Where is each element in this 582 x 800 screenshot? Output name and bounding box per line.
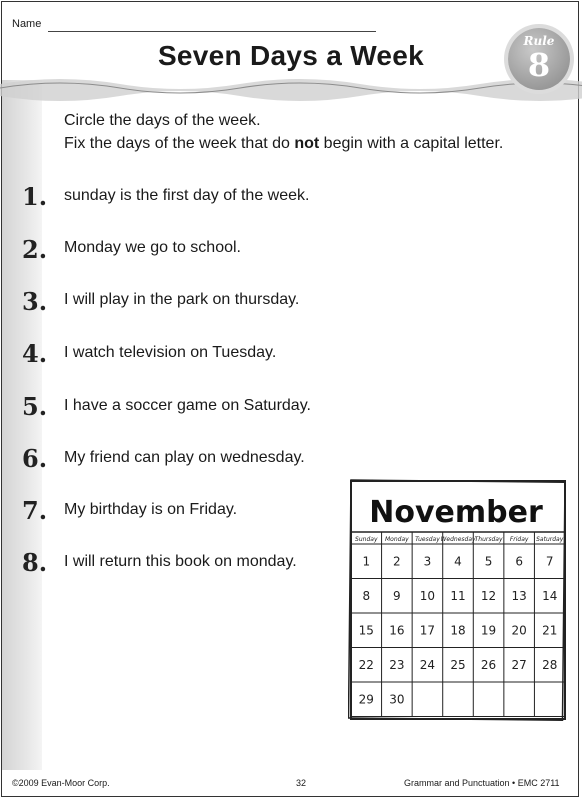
calendar-date: 17: [419, 623, 436, 638]
calendar-day-name: Saturday: [536, 536, 564, 543]
item-sentence: I watch television on Tuesday.: [64, 344, 277, 361]
item-number: 2.: [22, 235, 48, 264]
instruction-line-2: Fix the days of the week that do not begin with a capital letter.: [64, 135, 504, 152]
calendar-date: 21: [542, 623, 558, 638]
item-number: 5.: [22, 392, 48, 421]
calendar-date: 15: [358, 623, 374, 638]
item-number: 1.: [22, 182, 48, 211]
calendar-date: 11: [450, 588, 466, 603]
calendar-date: 30: [389, 692, 405, 707]
calendar-day-name: Wednesday: [440, 536, 476, 543]
name-label: Name: [12, 18, 42, 30]
calendar-date: 4: [454, 554, 462, 569]
item-sentence: I have a soccer game on Saturday.: [64, 397, 311, 414]
calendar-date: 22: [358, 657, 374, 672]
item-sentence: sunday is the first day of the week.: [64, 187, 310, 204]
calendar-date: 20: [511, 623, 527, 638]
calendar-date: 28: [542, 657, 558, 672]
calendar-date: 3: [423, 554, 432, 569]
calendar-date: 9: [393, 588, 401, 603]
rule-label: Rule: [523, 34, 555, 48]
item-sentence: My friend can play on wednesday.: [64, 449, 305, 466]
calendar-date: 29: [358, 692, 374, 707]
item-number: 4.: [22, 339, 48, 368]
calendar-date: 26: [480, 657, 497, 672]
calendar-date: 23: [389, 657, 405, 672]
calendar-day-name: Monday: [385, 536, 409, 543]
item-number: 7.: [22, 496, 48, 525]
calendar-date: 19: [480, 623, 497, 638]
calendar-date: 24: [419, 657, 436, 672]
calendar-month-title: November: [369, 495, 543, 530]
page-title: Seven Days a Week: [157, 40, 425, 71]
calendar-day-name: Sunday: [355, 536, 378, 543]
calendar-date: 1: [362, 554, 371, 569]
item-sentence: My birthday is on Friday.: [64, 501, 238, 518]
name-line: [48, 31, 376, 32]
calendar-day-name: Thursday: [474, 536, 503, 543]
calendar-date: 7: [545, 554, 554, 569]
wavy-header-band: [0, 70, 582, 104]
calendar-date: 8: [362, 588, 371, 603]
calendar-date: 5: [484, 554, 493, 569]
instruction-line-1: Circle the days of the week.: [64, 112, 261, 129]
calendar-date: 13: [511, 588, 527, 603]
calendar-date: 18: [450, 623, 466, 638]
item-sentence: I will play in the park on thursday.: [64, 291, 300, 308]
calendar-day-name: Friday: [509, 536, 529, 543]
calendar-date: 27: [511, 657, 527, 672]
item-number: 8.: [22, 548, 48, 577]
calendar-date: 10: [419, 588, 436, 603]
rule-number: 8: [527, 46, 551, 84]
calendar-date: 2: [393, 554, 401, 569]
item-number: 6.: [22, 444, 48, 473]
calendar-date: 16: [389, 623, 405, 638]
calendar-date: 25: [450, 657, 466, 672]
footer-product: Grammar and Punctuation • EMC 2711: [404, 778, 560, 788]
item-sentence: Monday we go to school.: [64, 239, 241, 256]
november-calendar: [348, 478, 570, 724]
footer-page-number: 32: [296, 778, 307, 788]
calendar-date: 6: [515, 554, 523, 569]
calendar-date: 12: [480, 588, 497, 603]
calendar-day-name: Tuesday: [415, 536, 440, 543]
item-number: 3.: [22, 287, 48, 316]
rule-badge: [508, 28, 570, 90]
item-sentence: I will return this book on monday.: [64, 553, 297, 570]
footer-copyright: ©2009 Evan-Moor Corp.: [12, 778, 110, 788]
calendar-date: 14: [542, 588, 558, 603]
